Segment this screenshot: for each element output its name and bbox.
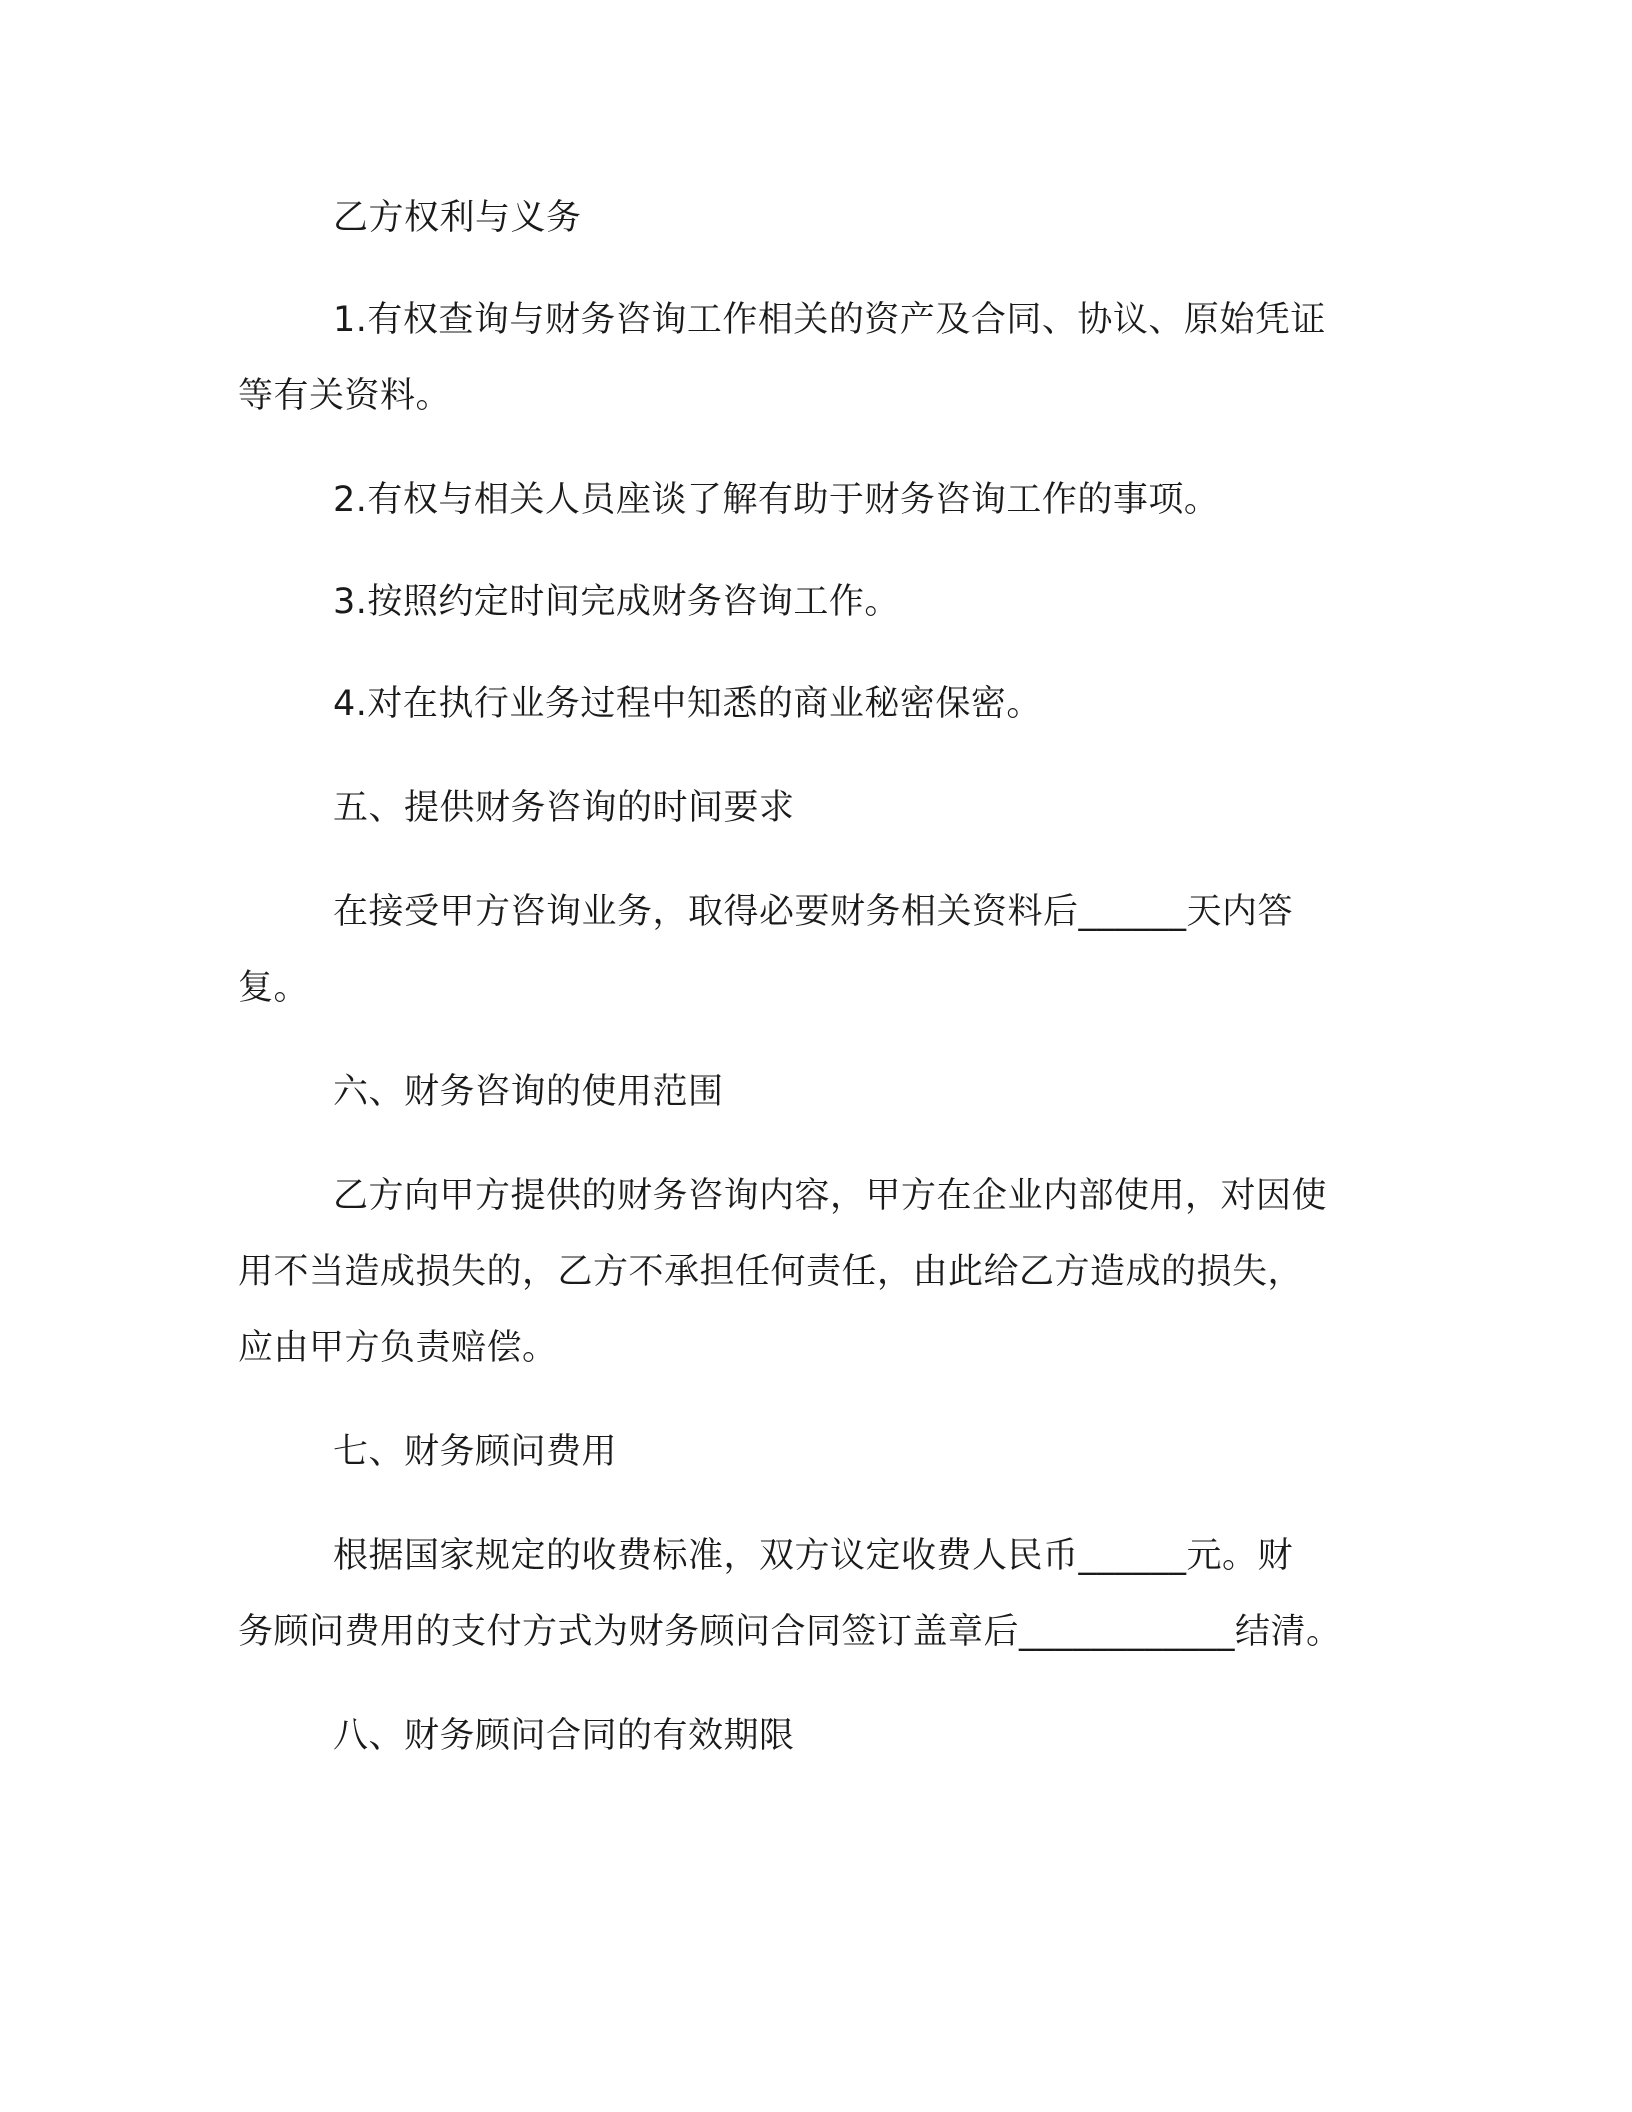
paragraph-line: 根据国家规定的收费标准，双方议定收费人民币______元。财 xyxy=(333,1536,1294,1576)
section-seven-heading: 七、财务顾问费用 xyxy=(333,1432,618,1472)
paragraph-line: 复。 xyxy=(238,968,310,1008)
paragraph-line: 2.有权与相关人员座谈了解有助于财务咨询工作的事项。 xyxy=(333,480,1220,520)
paragraph-line: 用不当造成损失的，乙方不承担任何责任，由此给乙方造成的损失， xyxy=(238,1252,1304,1292)
paragraph-line: 应由甲方负责赔偿。 xyxy=(238,1328,558,1368)
paragraph-line: 1.有权查询与财务咨询工作相关的资产及合同、协议、原始凭证 xyxy=(333,300,1326,340)
paragraph-line: 务顾问费用的支付方式为财务顾问合同签订盖章后____________结清。 xyxy=(238,1612,1342,1652)
party-b-rights-heading: 乙方权利与义务 xyxy=(333,198,582,238)
paragraph-line: 在接受甲方咨询业务，取得必要财务相关资料后______天内答 xyxy=(333,892,1294,932)
section-five-heading: 五、提供财务咨询的时间要求 xyxy=(333,788,795,828)
paragraph-line: 4.对在执行业务过程中知悉的商业秘密保密。 xyxy=(333,684,1042,724)
paragraph-line: 等有关资料。 xyxy=(238,376,452,416)
paragraph-line: 3.按照约定时间完成财务咨询工作。 xyxy=(333,582,900,622)
section-eight-heading: 八、财务顾问合同的有效期限 xyxy=(333,1716,795,1756)
paragraph-line: 乙方向甲方提供的财务咨询内容，甲方在企业内部使用，对因使 xyxy=(333,1176,1328,1216)
section-six-heading: 六、财务咨询的使用范围 xyxy=(333,1072,724,1112)
